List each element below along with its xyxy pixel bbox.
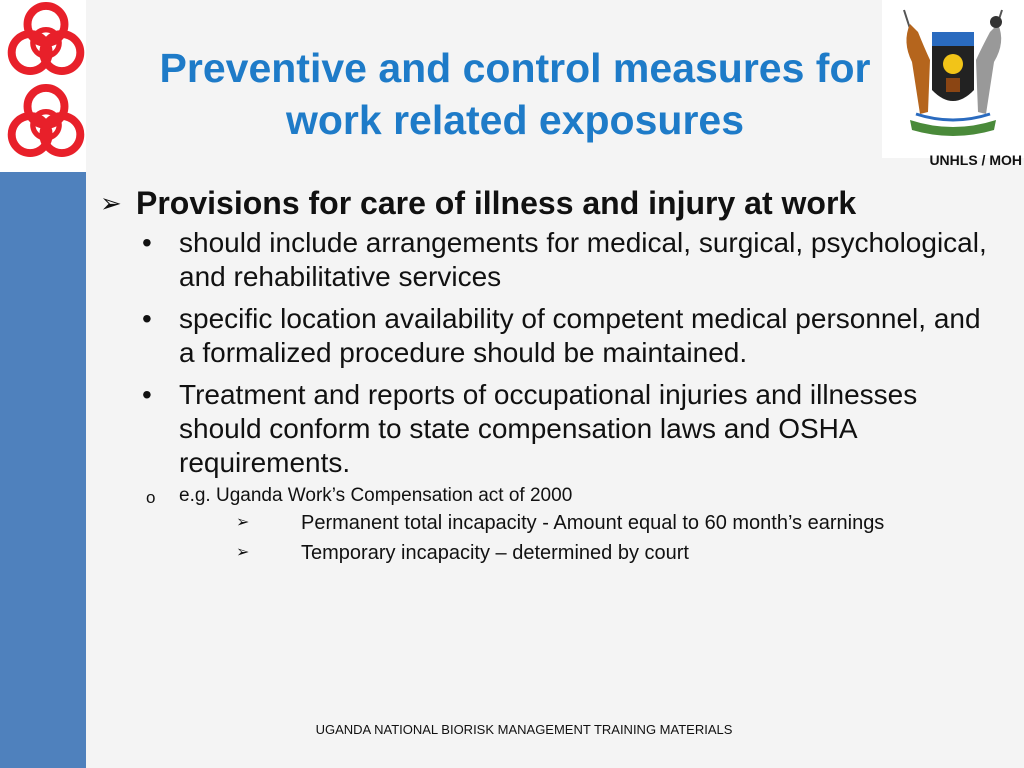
bullet-list	[100, 226, 1000, 480]
biohazard-icon	[2, 80, 90, 168]
arrow-bullet-icon: ➢	[236, 514, 250, 531]
circle-bullet-icon: o	[146, 488, 156, 507]
list-item	[100, 378, 1000, 480]
example-text: e.g. Uganda Work’s Compensation act of 2000	[179, 485, 573, 506]
section-heading	[100, 184, 1000, 222]
slide-footer: UGANDA NATIONAL BIORISK MANAGEMENT TRAINING MATERIALS	[315, 722, 733, 737]
bullet-dot: •	[142, 303, 152, 334]
list-item	[100, 226, 1000, 294]
title-line-1: Preventive and control measures for	[159, 45, 871, 91]
bullet-text: specific location availability of competent medical personnel, and a formalized procedure should be maintained.	[179, 303, 981, 368]
list-item	[100, 538, 1000, 568]
coat-of-arms	[882, 0, 1024, 168]
example-item	[100, 484, 1000, 508]
bullet-text: should include arrangements for medical, surgical, psychological, and rehabilitative services	[179, 227, 987, 292]
uganda-crest-icon	[890, 2, 1016, 152]
crest-label: UNHLS / MOH	[929, 152, 1022, 168]
sub-item-text: Temporary incapacity – determined by court	[301, 542, 689, 564]
list-item	[100, 508, 1000, 538]
biohazard-icon	[2, 0, 90, 86]
slide-body	[100, 184, 1000, 568]
heading-text: Provisions for care of illness and injury at work	[136, 185, 857, 221]
slide-title	[95, 42, 935, 146]
sub-item-text: Permanent total incapacity - Amount equal to 60 month’s earnings	[301, 512, 885, 534]
left-accent-bar	[0, 172, 86, 768]
list-item	[100, 302, 1000, 370]
arrow-bullet-icon: ➢	[236, 544, 250, 561]
bullet-dot: •	[142, 227, 152, 258]
title-line-2: work related exposures	[285, 97, 745, 143]
bullet-text: Treatment and reports of occupational injuries and illnesses should conform to state compensation laws and OSHA requirements.	[179, 379, 918, 478]
bullet-dot: •	[142, 379, 152, 410]
arrow-bullet-icon: ➢	[100, 188, 122, 218]
